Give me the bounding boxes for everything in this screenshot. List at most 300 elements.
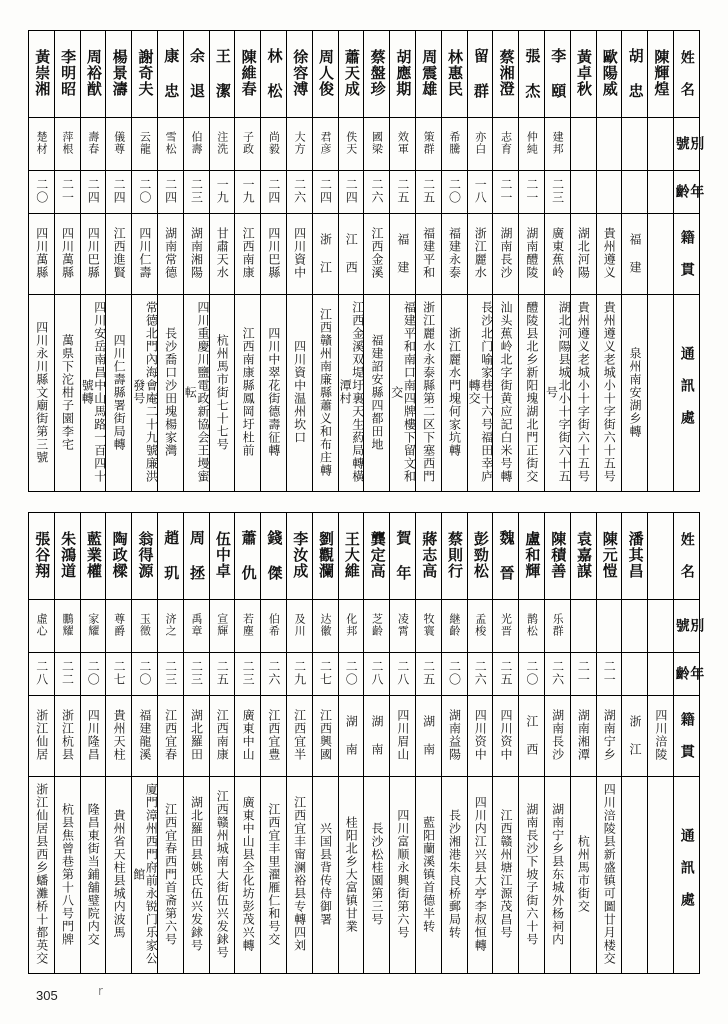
cell-age-14-text: 二五 (395, 178, 410, 204)
cell-native-1 (54, 696, 80, 777)
cell-address-23-text: 泉州南安湖乡轉 (628, 346, 643, 438)
cell-name-18-text: 蔡湘澄 (497, 49, 516, 97)
cell-alias-3-text: 尊爵 (112, 613, 126, 637)
cell-name-20-text: 李 頤 (549, 47, 568, 99)
cell-name-2 (80, 513, 106, 600)
cell-address-18-text: 江西赣州塘江源茂昌号 (499, 809, 514, 939)
cell-native-24-text: 四川涪陵 (653, 709, 668, 761)
cell-native-6-text: 湖南湘陽 (189, 227, 204, 279)
cell-address-8 (235, 295, 261, 492)
cell-native-15 (415, 696, 441, 777)
cell-native-11 (312, 696, 338, 777)
cell-address-10-text: 江西宜丰甯澜裕县专轉四刘 (292, 796, 307, 952)
cell-address-5 (157, 777, 183, 974)
cell-name-4 (132, 31, 158, 118)
cell-name-15-text: 蔣志高 (420, 531, 439, 579)
cell-native-13 (364, 696, 390, 777)
cell-address-6 (183, 777, 209, 974)
header-alias-text: 別 號 (673, 135, 705, 151)
header-name (673, 513, 699, 600)
cell-age-10-text: 二九 (292, 660, 307, 686)
cell-address-22 (596, 777, 622, 974)
cell-alias-16 (441, 600, 467, 653)
cell-native-1 (54, 214, 80, 295)
cell-alias-8 (235, 118, 261, 171)
cell-name-4 (132, 513, 158, 600)
cell-age-1-text: 二二 (60, 660, 75, 686)
cell-age-12-text: 二四 (344, 178, 359, 204)
header-native (673, 214, 699, 295)
cell-alias-19-text: 仲純 (525, 131, 539, 155)
table-bottom (28, 512, 705, 974)
cell-age-11 (312, 653, 338, 696)
cell-name-20 (544, 31, 570, 118)
cell-native-14 (390, 214, 416, 295)
cell-address-20-text: 湖南宁乡县东城外杨祠内 (550, 802, 565, 946)
cell-address-8-text: 江西南康縣鳳岡圩杜前 (241, 327, 256, 457)
cell-native-13-text: 湖 南 (370, 714, 385, 756)
cell-age-5-text: 二四 (163, 178, 178, 204)
cell-native-22-text: 湖南宁乡 (602, 709, 617, 761)
cell-alias-9-text: 伯希 (267, 613, 281, 637)
cell-age-11-text: 二七 (318, 660, 333, 686)
cell-native-5-text: 湖南常德 (163, 227, 178, 279)
cell-alias-9 (261, 600, 287, 653)
cell-alias-0-text: 楚材 (35, 131, 49, 155)
cell-alias-5-text: 雪松 (164, 131, 178, 155)
cell-native-17 (467, 696, 493, 777)
cell-native-15 (415, 214, 441, 295)
cell-native-0 (29, 696, 55, 777)
cell-native-21 (570, 214, 596, 295)
cell-address-0-text: 四川永川縣文廟街第三號 (34, 320, 49, 464)
cell-age-19 (519, 653, 545, 696)
roster-table-top (28, 30, 705, 492)
cell-address-0-text: 浙江仙居县西乡蟠灘桥十都英交 (34, 783, 49, 965)
cell-name-8-text: 蕭 仇 (239, 529, 258, 581)
cell-address-22-text: 四川涪陵县新盛镇可圖廿月楼交 (602, 783, 617, 965)
cell-age-8 (235, 653, 261, 696)
cell-alias-10 (286, 118, 312, 171)
cell-age-13-text: 二六 (370, 178, 385, 204)
cell-native-22 (596, 696, 622, 777)
cell-age-22 (596, 653, 622, 696)
cell-name-17 (467, 513, 493, 600)
cell-name-21 (570, 513, 596, 600)
cell-age-5 (157, 171, 183, 214)
cell-native-23 (622, 696, 648, 777)
cell-address-1-text: 杭县焦曾巷第十八号門牌 (60, 802, 75, 946)
cell-native-16-text: 湖南益陽 (447, 709, 462, 761)
cell-address-4-text: 常德北門內海會庵二十九號廉洪發号 (131, 301, 159, 483)
cell-name-22 (596, 513, 622, 600)
cell-native-11 (312, 214, 338, 295)
cell-native-17 (467, 214, 493, 295)
cell-alias-11 (312, 600, 338, 653)
cell-native-18-text: 四川资中 (499, 709, 514, 761)
cell-name-6-text: 余 退 (188, 47, 207, 99)
cell-alias-3 (106, 118, 132, 171)
cell-native-7-text: 甘肅天水 (215, 227, 230, 279)
cell-native-0-text: 四川萬縣 (34, 227, 49, 279)
cell-address-7-text: 江西赣州城南大街伍兴发銶号 (215, 789, 230, 959)
cell-address-3-text: 四川仁壽縣署街局轉 (112, 333, 127, 451)
cell-native-11-text: 江西興國 (318, 709, 333, 761)
cell-alias-22 (596, 118, 622, 171)
cell-name-9-text: 錢 傑 (265, 529, 284, 581)
cell-native-5 (157, 696, 183, 777)
table-row-alias (29, 118, 700, 171)
cell-alias-15-text: 策群 (422, 131, 436, 155)
cell-name-23 (622, 31, 648, 118)
cell-alias-18-text: 光晋 (499, 613, 513, 637)
cell-alias-1-text: 萍根 (60, 131, 74, 155)
cell-name-5 (157, 31, 183, 118)
cell-name-5-text: 趙 玑 (162, 529, 181, 581)
cell-name-15 (415, 513, 441, 600)
cell-address-15-text: 藍阳蘭溪镇首德半转 (421, 815, 436, 933)
cell-alias-1 (54, 600, 80, 653)
cell-alias-16-text: 希騰 (447, 131, 461, 155)
cell-name-14 (390, 31, 416, 118)
header-name-text: 姓 名 (678, 531, 695, 579)
cell-native-6-text: 湖北羅田 (189, 709, 204, 761)
cell-name-14-text: 賀 年 (394, 529, 413, 581)
cell-age-18-text: 二五 (499, 660, 514, 686)
cell-native-23-text: 浙 江 (628, 714, 643, 756)
table-row-address (29, 777, 700, 974)
cell-name-3-text: 陶政樑 (110, 531, 129, 579)
cell-alias-15 (415, 118, 441, 171)
cell-name-10-text: 李汝成 (291, 531, 310, 579)
table-row-native (29, 696, 700, 777)
cell-address-5 (157, 295, 183, 492)
cell-alias-13 (364, 600, 390, 653)
cell-age-12-text: 二〇 (344, 660, 359, 686)
cell-native-10-text: 四川資中 (292, 227, 307, 279)
cell-address-12-text: 桂阳北乡大富镇甘業 (344, 815, 359, 933)
cell-name-18-text: 魏 晉 (497, 529, 516, 581)
cell-address-20 (544, 295, 570, 492)
cell-age-17-text: 二六 (473, 660, 488, 686)
cell-alias-19 (519, 600, 545, 653)
cell-address-12-text: 江西金溪双堤圩裏天生葯局轉橫潭村 (338, 301, 365, 483)
cell-age-3-text: 二四 (112, 178, 127, 204)
cell-name-3 (106, 31, 132, 118)
cell-native-0-text: 浙江仙居 (34, 709, 49, 761)
cell-name-9 (261, 513, 287, 600)
cell-address-23 (622, 777, 648, 974)
cell-name-8 (235, 31, 261, 118)
cell-alias-18-text: 志育 (499, 131, 513, 155)
cell-alias-17-text: 亦白 (473, 131, 487, 155)
cell-name-24-text: 陳輝煌 (652, 49, 671, 97)
cell-native-20-text: 湖南長沙 (550, 709, 565, 761)
cell-alias-2 (80, 600, 106, 653)
cell-age-9-text: 二四 (266, 178, 281, 204)
cell-name-17 (467, 31, 493, 118)
cell-native-12 (338, 696, 364, 777)
cell-alias-8 (235, 600, 261, 653)
table-row-age (29, 171, 700, 214)
cell-address-18 (493, 295, 519, 492)
cell-alias-11 (312, 118, 338, 171)
cell-name-12-text: 王大維 (342, 531, 361, 579)
cell-alias-19-text: 鹊松 (525, 613, 539, 637)
cell-address-1-text: 萬県下沱柑子園李宅 (60, 333, 75, 451)
cell-alias-13 (364, 118, 390, 171)
cell-name-3-text: 楊景濤 (110, 49, 129, 97)
cell-address-15-text: 浙江麗水永泰縣第二区下塞西門 (421, 301, 436, 483)
cell-name-1-text: 李明昭 (59, 49, 78, 97)
cell-alias-14-text: 凌霄 (396, 613, 410, 637)
cell-address-22 (596, 295, 622, 492)
cell-name-2-text: 藍業權 (84, 531, 103, 579)
header-age-text: 年 齡 (673, 665, 705, 681)
cell-alias-21 (570, 600, 596, 653)
cell-native-17-text: 浙江麗水 (473, 227, 488, 279)
cell-alias-24 (648, 600, 674, 653)
cell-native-14 (390, 696, 416, 777)
cell-alias-6-text: 禹章 (189, 613, 203, 637)
cell-name-23-text: 潘其昌 (626, 531, 645, 579)
cell-native-22-text: 貴州遵义 (602, 227, 617, 279)
cell-address-10 (286, 295, 312, 492)
cell-native-17-text: 四川资中 (473, 709, 488, 761)
header-age (673, 653, 705, 696)
cell-age-6 (183, 171, 209, 214)
cell-alias-14-text: 效軍 (396, 131, 410, 155)
cell-age-4 (132, 171, 158, 214)
header-name (673, 31, 699, 118)
cell-age-5-text: 二三 (163, 660, 178, 686)
cell-alias-10 (286, 600, 312, 653)
cell-alias-20-text: 建邦 (551, 131, 565, 155)
cell-address-18-text: 汕头蕉岭北字街黄应記白米号轉 (499, 301, 514, 483)
cell-address-19-text: 湖南長沙下坡子街六十号 (524, 802, 539, 946)
cell-address-13 (364, 295, 390, 492)
cell-address-4 (132, 777, 158, 974)
cell-address-15 (415, 777, 441, 974)
cell-alias-20 (544, 600, 570, 653)
cell-address-17 (467, 295, 493, 492)
cell-native-4-text: 福建龍溪 (137, 709, 152, 761)
cell-address-3-text: 貴州省天柱县城内波馬 (112, 809, 127, 939)
cell-address-13 (364, 777, 390, 974)
table-row-age (29, 653, 700, 696)
cell-age-22-text: 二一 (602, 660, 617, 686)
cell-address-14 (390, 295, 416, 492)
cell-alias-12 (338, 600, 364, 653)
cell-age-0-text: 二〇 (34, 178, 49, 204)
cell-name-23-text: 胡 忠 (626, 47, 645, 99)
cell-native-8-text: 廣東中山 (241, 709, 256, 761)
cell-address-2-text: 四川安岳南昌中山馬路一百四十號轉 (80, 301, 107, 483)
header-address-text: 通 訊 處 (678, 345, 695, 425)
cell-address-18 (493, 777, 519, 974)
cell-name-5 (157, 513, 183, 600)
cell-address-19-text: 醴陵县北乡新阳塊湖北門正街交 (524, 301, 539, 483)
cell-age-20-text: 二六 (550, 660, 565, 686)
cell-age-6-text: 二三 (189, 660, 204, 686)
cell-native-3 (106, 696, 132, 777)
cell-alias-16-text: 継齡 (447, 613, 461, 637)
cell-age-9 (261, 653, 287, 696)
header-age-text: 年 齡 (673, 183, 705, 199)
cell-address-10-text: 四川資中温州坎口 (292, 340, 307, 444)
cell-name-19-text: 張 杰 (523, 47, 542, 99)
cell-native-8 (235, 696, 261, 777)
cell-age-8-text: 一九 (241, 178, 256, 204)
cell-address-22-text: 貴州遵义老城小十字街六十五号 (602, 301, 617, 483)
cell-native-16 (441, 696, 467, 777)
cell-age-17 (467, 171, 493, 214)
cell-native-20-text: 廣東蕉岭 (550, 227, 565, 279)
cell-address-12 (338, 777, 364, 974)
cell-native-19 (519, 214, 545, 295)
cell-name-15-text: 周震雄 (420, 49, 439, 97)
cell-age-15-text: 二五 (421, 660, 436, 686)
cell-name-17-text: 彭勁松 (471, 531, 490, 579)
cell-address-17-text: 四川内江兴县大亭李叔恒轉 (473, 796, 488, 952)
cell-name-4-text: 謝奇夫 (136, 49, 155, 97)
cell-age-4 (132, 653, 158, 696)
cell-alias-17-text: 孟梭 (473, 613, 487, 637)
cell-name-0-text: 張谷翔 (33, 531, 52, 579)
cell-age-19-text: 二〇 (524, 660, 539, 686)
cell-alias-5 (157, 118, 183, 171)
cell-age-1-text: 二一 (60, 178, 75, 204)
cell-age-16 (441, 171, 467, 214)
cell-native-24 (648, 214, 674, 295)
cell-age-18-text: 二一 (499, 178, 514, 204)
cell-alias-10-text: 大方 (293, 131, 307, 155)
cell-native-22 (596, 214, 622, 295)
cell-native-7 (209, 696, 235, 777)
cell-name-12 (338, 31, 364, 118)
cell-address-3 (106, 777, 132, 974)
cell-name-11-text: 劉觀瀾 (317, 531, 336, 579)
cell-alias-0 (29, 118, 55, 171)
cell-age-0 (29, 171, 55, 214)
cell-age-19 (519, 171, 545, 214)
cell-address-5-text: 江西宜春西門首斋第六号 (163, 802, 178, 946)
cell-alias-0 (29, 600, 55, 653)
cell-name-11 (312, 513, 338, 600)
cell-address-1 (54, 777, 80, 974)
cell-alias-19 (519, 118, 545, 171)
cell-name-22-text: 歐陽威 (600, 49, 619, 97)
cell-name-8 (235, 513, 261, 600)
cell-address-9-text: 江西宜丰里濯雁仁和号交 (266, 802, 281, 946)
cell-age-3 (106, 653, 132, 696)
cell-address-2-text: 隆昌東街当鋪舖璧院内交 (86, 802, 101, 946)
cell-age-7-text: 二五 (215, 660, 230, 686)
cell-name-0 (29, 513, 55, 600)
cell-native-18 (493, 214, 519, 295)
cell-native-3-text: 江西進賢 (112, 227, 127, 279)
cell-age-22 (596, 171, 622, 214)
cell-age-21-text: 二一 (576, 660, 591, 686)
cell-alias-21 (570, 118, 596, 171)
header-name-text: 姓 名 (678, 49, 695, 97)
cell-native-2-text: 四川隆昌 (86, 709, 101, 761)
cell-alias-12 (338, 118, 364, 171)
cell-native-10 (286, 214, 312, 295)
cell-native-5-text: 江西宜春 (163, 709, 178, 761)
cell-age-12 (338, 653, 364, 696)
cell-address-13-text: 福建詔安縣四都田地 (370, 333, 385, 451)
header-native (673, 696, 699, 777)
cell-age-14 (390, 171, 416, 214)
cell-age-1 (54, 171, 80, 214)
cell-name-17-text: 留 群 (471, 47, 490, 99)
cell-age-0 (29, 653, 55, 696)
cell-alias-9-text: 尚毅 (267, 131, 281, 155)
header-native-text: 籍 貫 (678, 711, 695, 759)
cell-native-6 (183, 214, 209, 295)
cell-native-12-text: 江 西 (344, 232, 359, 274)
cell-alias-17 (467, 600, 493, 653)
cell-alias-2 (80, 118, 106, 171)
cell-native-3-text: 貴州天柱 (112, 709, 127, 761)
cell-native-2 (80, 696, 106, 777)
cell-name-1-text: 朱鴻道 (59, 531, 78, 579)
cell-address-17 (467, 777, 493, 974)
cell-native-18 (493, 696, 519, 777)
cell-name-4-text: 翁得源 (136, 531, 155, 579)
cell-age-19-text: 二一 (524, 178, 539, 204)
cell-address-6 (183, 295, 209, 492)
cell-name-11-text: 周人俊 (317, 49, 336, 97)
cell-age-4-text: 二〇 (137, 660, 152, 686)
cell-native-23 (622, 214, 648, 295)
cell-native-21-text: 湖北河陽 (576, 227, 591, 279)
cell-address-9 (261, 295, 287, 492)
cell-age-0-text: 二八 (34, 660, 49, 686)
cell-address-6-text: 湖北羅田县姚氏伍兴发銶号 (189, 796, 204, 952)
table-row-name (29, 513, 700, 600)
cell-age-3-text: 二七 (112, 660, 127, 686)
cell-age-5 (157, 653, 183, 696)
cell-name-5-text: 康 忠 (162, 47, 181, 99)
cell-age-3 (106, 171, 132, 214)
header-age (673, 171, 705, 214)
cell-alias-2-text: 家耀 (86, 613, 100, 637)
cell-native-8 (235, 214, 261, 295)
cell-name-13-text: 龔定高 (368, 531, 387, 579)
cell-name-24 (648, 513, 674, 600)
cell-address-20-text: 湖北河陽县城北小十字街六十五号 (544, 301, 572, 483)
cell-native-19-text: 江 西 (524, 714, 539, 756)
cell-age-20 (544, 171, 570, 214)
cell-address-4-text: 廈門漳州西門府前永锐门乐家公館 (131, 783, 159, 965)
cell-alias-17 (467, 118, 493, 171)
cell-native-15-text: 福建平和 (421, 227, 436, 279)
cell-name-15 (415, 31, 441, 118)
cell-native-0 (29, 214, 55, 295)
cell-alias-24 (648, 118, 674, 171)
header-alias (673, 600, 705, 653)
header-alias-text: 別 號 (673, 617, 705, 633)
cell-address-9-text: 四川中翠花街德壽征轉 (266, 327, 281, 457)
cell-age-21 (570, 653, 596, 696)
page-number: 305 (36, 988, 58, 1003)
cell-native-21 (570, 696, 596, 777)
header-native-text: 籍 貫 (678, 229, 695, 277)
cell-address-8-text: 廣東中山县全化坊彭茂兴轉 (241, 796, 256, 952)
cell-name-20 (544, 513, 570, 600)
